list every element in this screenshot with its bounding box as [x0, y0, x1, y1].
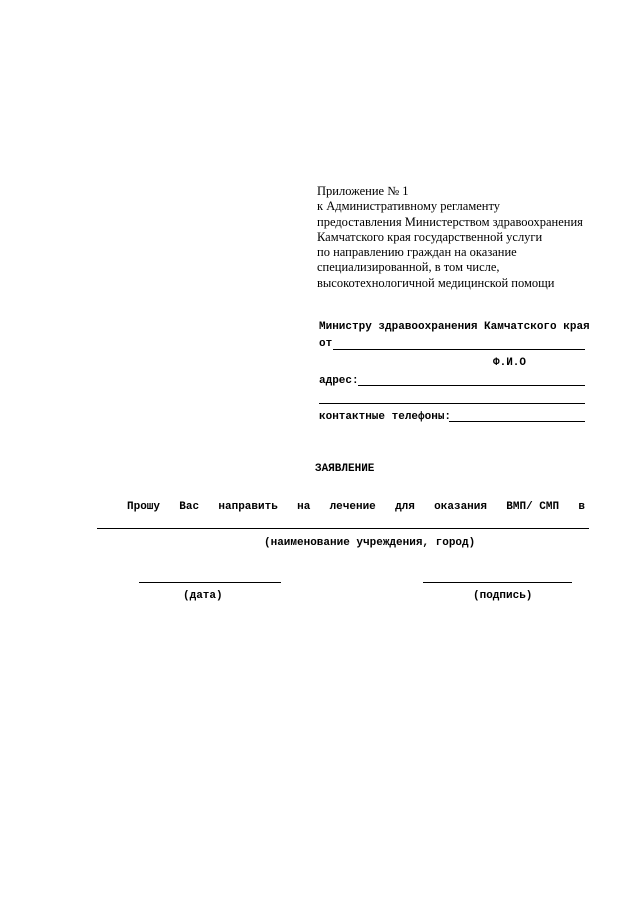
address-field-line-2[interactable]	[319, 403, 585, 404]
appendix-line: специализированной, в том числе,	[317, 260, 500, 275]
institution-caption: (наименование учреждения, город)	[264, 537, 476, 549]
appendix-line: высокотехнологичной медицинской помощи	[317, 275, 555, 290]
appendix-line: к Административному регламенту	[317, 199, 501, 214]
from-label: от	[319, 338, 333, 350]
signature-caption: (подпись)	[473, 590, 533, 602]
fio-caption: Ф.И.О	[493, 357, 527, 369]
body-word: Прошу	[127, 501, 161, 513]
address-field[interactable]	[358, 385, 585, 386]
institution-field[interactable]	[97, 528, 589, 529]
body-word: Вас	[179, 501, 200, 513]
body-word: на	[297, 501, 311, 513]
body-word: в	[578, 501, 585, 513]
address-label: адрес:	[319, 375, 359, 387]
body-word: направить	[218, 501, 278, 513]
appendix-line: по направлению граждан на оказание	[317, 245, 517, 260]
body-word: для	[395, 501, 415, 513]
phones-label: контактные телефоны:	[319, 411, 452, 423]
body-word: ВМП/ СМП	[506, 501, 560, 513]
date-caption: (дата)	[183, 590, 223, 602]
appendix-line: предоставления Министерством здравоохранения	[317, 214, 583, 229]
signature-field[interactable]	[423, 582, 572, 583]
date-field[interactable]	[139, 582, 281, 583]
phones-field[interactable]	[449, 421, 585, 422]
addressee-to: Министру здравоохранения Камчатского края	[319, 321, 590, 333]
body-word: оказания	[434, 501, 487, 513]
statement-title: ЗАЯВЛЕНИЕ	[315, 463, 375, 475]
appendix-line: Приложение № 1	[317, 184, 409, 198]
appendix-block	[317, 184, 583, 291]
appendix-line: Камчатского края государственной услуги	[317, 229, 543, 244]
body-word: лечение	[329, 501, 376, 513]
from-field[interactable]	[333, 349, 585, 350]
statement-body	[127, 501, 585, 513]
